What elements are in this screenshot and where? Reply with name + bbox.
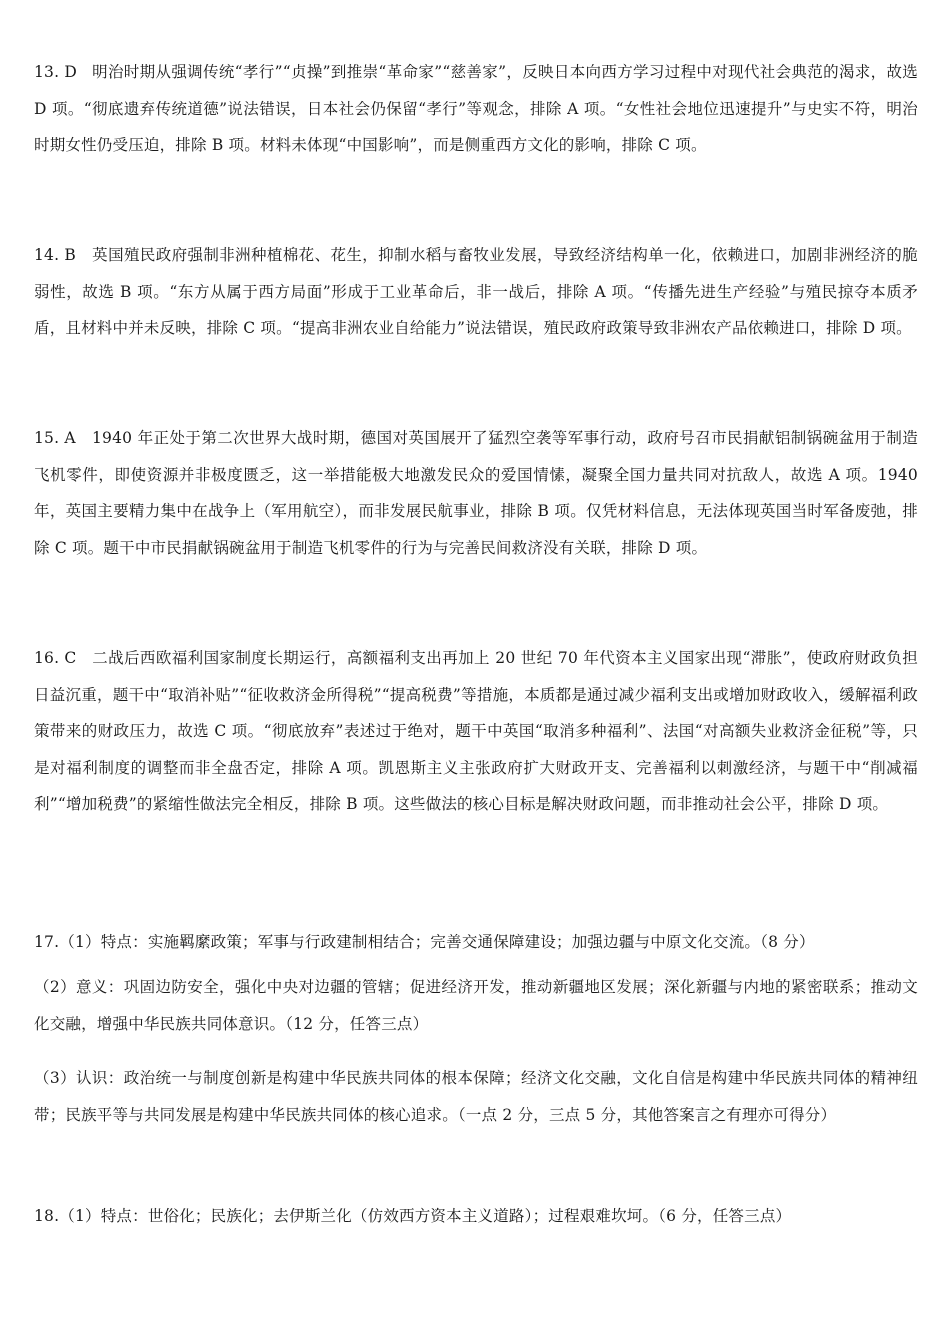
answer-18-part-1 xyxy=(34,1198,918,1235)
answer-16 xyxy=(34,640,918,823)
answer-17-part-3 xyxy=(34,1060,918,1133)
answer-13-number: 13. D xyxy=(34,63,78,81)
answer-15-number: 15. A xyxy=(34,429,76,447)
answer-14-text: 英国殖民政府强制非洲种植棉花、花生，抑制水稻与畜牧业发展，导致经济结构单一化，依赖进口，加剧非洲经济的脆弱性，故选 B 项。“东方从属于西方局面”形成于工业革命后，非一战后，排除 A 项。“传播先进生产经验”与殖民掠夺本质矛盾，且材料中并未反映，排除 C 项。“提高非洲农业自给能力”说法错误，殖民政府政策导致非洲农产品依赖进口，排除 D 项。 xyxy=(34,246,918,337)
answer-14-number: 14. B xyxy=(34,246,76,264)
answer-17-part-1-text: （1）特点：实施羁縻政策；军事与行政建制相结合；完善交通保障建设；加强边疆与中原文化交流。（8 分） xyxy=(59,933,815,951)
answer-17-part-1 xyxy=(34,924,918,961)
answer-17-part-2-text: （2）意义：巩固边防安全，强化中央对边疆的管辖；促进经济开发，推动新疆地区发展；深化新疆与内地的紧密联系；推动文化交融，增强中华民族共同体意识。（12 分，任答三点） xyxy=(34,978,918,1033)
answer-17-number: 17. xyxy=(34,933,60,951)
answer-14 xyxy=(34,237,918,347)
answer-16-number: 16. C xyxy=(34,649,77,667)
answer-15-text: 1940 年正处于第二次世界大战时期，德国对英国展开了猛烈空袭等军事行动，政府号召市民捐献铝制锅碗盆用于制造飞机零件，即使资源并非极度匮乏，这一举措能极大地激发民众的爱国情愫，凝聚全国力量共同对抗敌人，故选 A 项。1940 年，英国主要精力集中在战争上（军用航空），而非发展民航事业，排除 B 项。仅凭材料信息，无法体现英国当时军备废弛，排除 C 项。题干中市民捐献锅碗盆用于制造飞机零件的行为与完善民间救济没有关联，排除 D 项。 xyxy=(34,429,918,557)
answer-15 xyxy=(34,420,918,566)
answer-17-part-3-text: （3）认识：政治统一与制度创新是构建中华民族共同体的根本保障；经济文化交融，文化自信是构建中华民族共同体的精神纽带；民族平等与共同发展是构建中华民族共同体的核心追求。（一点 2 分，三点 5 分，其他答案言之有理亦可得分） xyxy=(34,1069,918,1124)
answer-13-text: 明治时期从强调传统“孝行”“贞操”到推崇“革命家”“慈善家”，反映日本向西方学习过程中对现代社会典范的渴求，故选 D 项。“彻底遗弃传统道德”说法错误，日本社会仍保留“孝行”等观念，排除 A 项。“女性社会地位迅速提升”与史实不符，明治时期女性仍受压迫，排除 B 项。材料未体现“中国影响”，而是侧重西方文化的影响，排除 C 项。 xyxy=(34,63,918,154)
answer-16-text: 二战后西欧福利国家制度长期运行，高额福利支出再加上 20 世纪 70 年代资本主义国家出现“滞胀”，使政府财政负担日益沉重，题干中“取消补贴”“征收救济金所得税”“提高税费”等措施，本质都是通过减少福利支出或增加财政收入，缓解福利政策带来的财政压力，故选 C 项。“彻底放弃”表述过于绝对，题干中英国“取消多种福利”、法国“对高额失业救济金征税”等，只是对福利制度的调整而非全盘否定，排除 A 项。凯恩斯主义主张政府扩大财政开支、完善福利以刺激经济，与题干中“削减福利”“增加税费”的紧缩性做法完全相反，排除 B 项。这些做法的核心目标是解决财政问题，而非推动社会公平，排除 D 项。 xyxy=(34,649,918,813)
answer-17-part-2 xyxy=(34,969,918,1042)
answer-18-part-1-text: （1）特点：世俗化；民族化；去伊斯兰化（仿效西方资本主义道路）；过程艰难坎坷。（6 分，任答三点） xyxy=(59,1207,792,1225)
answer-13 xyxy=(34,54,918,164)
answer-18-number: 18. xyxy=(34,1207,60,1225)
